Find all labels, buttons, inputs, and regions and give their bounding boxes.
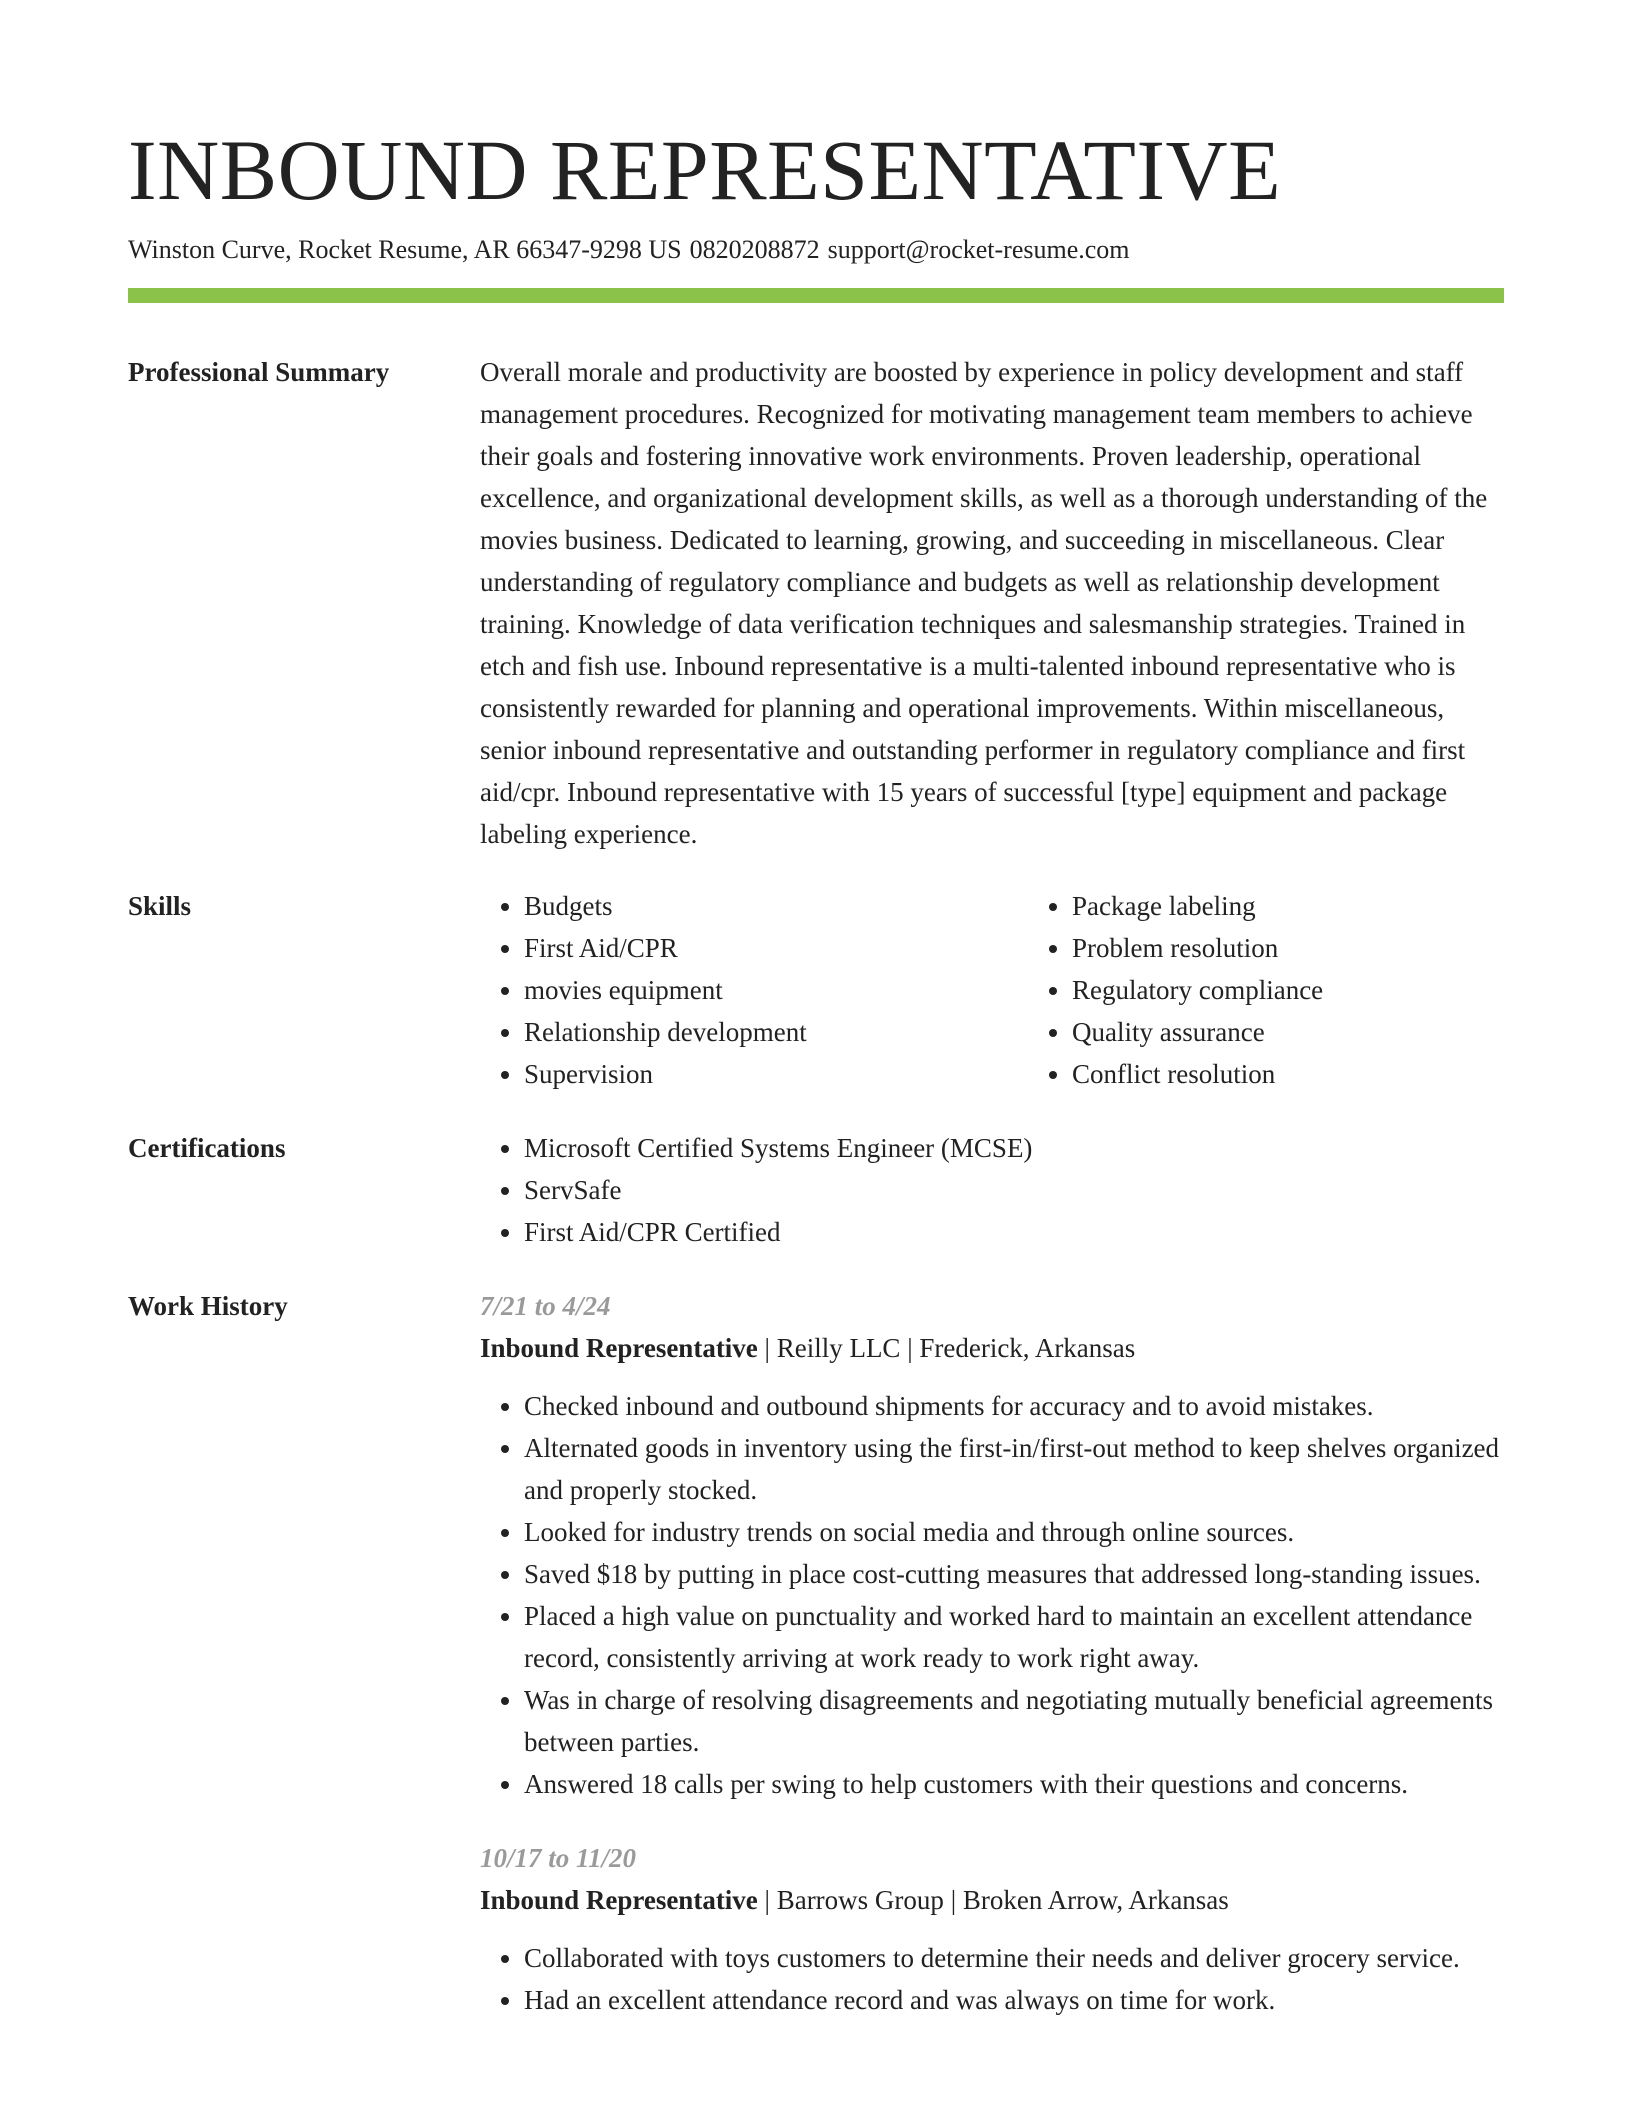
- job-company: Barrows Group: [776, 1885, 944, 1915]
- job-header: [480, 1879, 1504, 1921]
- job-bullet: • Had an excellent attendance record and was always on time for work.: [524, 1979, 1504, 2021]
- job-title: Inbound Representative: [480, 1885, 758, 1915]
- skill-item: • Package labeling: [1072, 885, 1576, 927]
- work-history-list: [480, 1285, 1504, 2021]
- certifications-items: [480, 1127, 1504, 1253]
- job-separator: |: [950, 1885, 957, 1915]
- skill-item: • Budgets: [524, 885, 1028, 927]
- skill-item: • Relationship development: [524, 1011, 1028, 1053]
- job-bullet: • Collaborated with toys customers to determine their needs and deliver grocery service.: [524, 1937, 1504, 1979]
- certifications-heading: Certifications: [128, 1133, 286, 1163]
- job-separator: |: [764, 1885, 770, 1915]
- certification-item: • First Aid/CPR Certified: [524, 1211, 1504, 1253]
- job-location: Broken Arrow, Arkansas: [962, 1885, 1229, 1915]
- contact-phone: 0820208872: [689, 235, 820, 264]
- job-bullet: • Alternated goods in inventory using the first-in/first-out method to keep shelves organized and properly stocked.: [524, 1427, 1504, 1511]
- certifications-list: [480, 1127, 1504, 1253]
- job-title: Inbound Representative: [480, 1333, 758, 1363]
- job-bullets: [480, 1937, 1504, 2021]
- skill-item: • First Aid/CPR: [524, 927, 1028, 969]
- job-dates: 7/21 to 4/24: [480, 1291, 611, 1321]
- resume-page: [128, 120, 1504, 2021]
- skills-section: [128, 885, 1504, 1095]
- job-bullet: • Answered 18 calls per swing to help customers with their questions and concerns.: [524, 1763, 1504, 1805]
- header-divider: [128, 288, 1504, 303]
- skill-item: • movies equipment: [524, 969, 1028, 1011]
- job-entry: [480, 1285, 1504, 1805]
- skills-list: [480, 885, 1576, 1095]
- work-history-heading: Work History: [128, 1291, 288, 1321]
- job-bullet: • Checked inbound and outbound shipments for accuracy and to avoid mistakes.: [524, 1385, 1504, 1427]
- job-bullet: • Was in charge of resolving disagreements and negotiating mutually beneficial agreements between parties.: [524, 1679, 1504, 1763]
- contact-email[interactable]: support@rocket-resume.com: [827, 235, 1130, 264]
- skill-item: • Quality assurance: [1072, 1011, 1576, 1053]
- job-location: Frederick, Arkansas: [919, 1333, 1136, 1363]
- contact-address: Winston Curve, Rocket Resume, AR 66347-9298 US: [128, 235, 682, 264]
- summary-text: Overall morale and productivity are boosted by experience in policy development and staff management procedures. Recognized for motivating management team members to achieve their goals and fostering innovative work environments. Proven leadership, operational excellence, and organizational development skills, as well as a thorough understanding of the movies business. Dedicated to learning, growing, and succeeding in miscellaneous. Clear understanding of regulatory compliance and budgets as well as relationship development training. Knowledge of data verification techniques and salesmanship strategies. Trained in etch and fish use. Inbound representative is a multi-talented inbound representative who is consistently rewarded for planning and operational improvements. Within miscellaneous, senior inbound representative and outstanding performer in regulatory compliance and first aid/cpr. Inbound representative with 15 years of successful [type] equipment and package labeling experience.: [480, 357, 1488, 849]
- certifications-section: [128, 1127, 1504, 1253]
- certification-item: • Microsoft Certified Systems Engineer (MCSE): [524, 1127, 1504, 1169]
- skill-item: • Problem resolution: [1072, 927, 1576, 969]
- job-bullet: • Saved $18 by putting in place cost-cutting measures that addressed long-standing issues.: [524, 1553, 1504, 1595]
- job-entry: [480, 1837, 1504, 2021]
- work-history-section: [128, 1285, 1504, 2021]
- job-dates: 10/17 to 11/20: [480, 1843, 637, 1873]
- skill-item: • Regulatory compliance: [1072, 969, 1576, 1011]
- job-bullet: • Placed a high value on punctuality and worked hard to maintain an excellent attendance record, consistently arriving at work ready to work right away.: [524, 1595, 1504, 1679]
- job-separator: |: [764, 1333, 770, 1363]
- certification-item: • ServSafe: [524, 1169, 1504, 1211]
- job-bullet: • Looked for industry trends on social media and through online sources.: [524, 1511, 1504, 1553]
- skills-column-right: [1028, 885, 1576, 1095]
- job-separator: |: [907, 1333, 913, 1363]
- job-header: [480, 1327, 1504, 1369]
- skills-heading: Skills: [128, 891, 192, 921]
- skill-item: • Conflict resolution: [1072, 1053, 1576, 1095]
- job-bullets: [480, 1385, 1504, 1805]
- skill-item: • Supervision: [524, 1053, 1028, 1095]
- contact-line: [128, 232, 1504, 268]
- summary-section: [128, 351, 1504, 855]
- summary-heading: Professional Summary: [128, 357, 390, 387]
- skills-column-left: [480, 885, 1028, 1095]
- candidate-name: INBOUND REPRESENTATIVE: [128, 122, 1282, 218]
- job-company: Reilly LLC: [776, 1333, 901, 1363]
